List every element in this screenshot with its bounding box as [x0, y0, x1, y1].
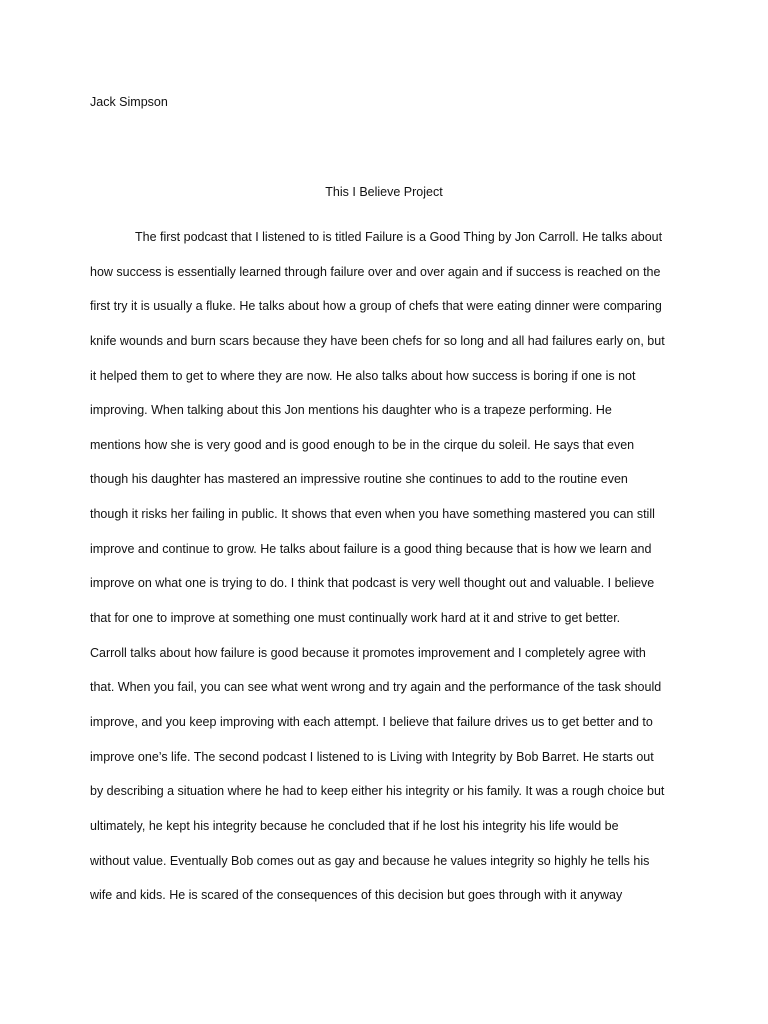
paragraph-line: improve on what one is trying to do. I think that podcast is very well thought out and valuable. I believe: [90, 576, 655, 591]
paragraph-line: by describing a situation where he had to keep either his integrity or his family. It was a rough choice but: [90, 784, 665, 799]
paragraph-line: first try it is usually a fluke. He talks about how a group of chefs that were eating dinner were comparing: [90, 299, 662, 314]
paragraph-line: though his daughter has mastered an impressive routine she continues to add to the routine even: [90, 472, 628, 487]
paragraph-line: wife and kids. He is scared of the consequences of this decision but goes through with it anyway: [90, 888, 623, 903]
document-title: This I Believe Project: [325, 185, 443, 199]
paragraph-line: that for one to improve at something one must continually work hard at it and strive to get better.: [90, 611, 621, 626]
paragraph-line: it helped them to get to where they are now. He also talks about how success is boring if one is not: [90, 368, 636, 383]
paragraph-line: The first podcast that I listened to is titled Failure is a Good Thing by Jon Carroll. He talks about: [135, 230, 663, 244]
paragraph-line: without value. Eventually Bob comes out as gay and because he values integrity so highly he tells his: [90, 853, 650, 868]
author-name: Jack Simpson: [90, 95, 168, 109]
paragraph-line: improve and continue to grow. He talks about failure is a good thing because that is how we learn and: [90, 541, 652, 556]
paragraph-line: how success is essentially learned through failure over and over again and if success is reached on the: [90, 264, 661, 279]
paragraph-line: mentions how she is very good and is good enough to be in the cirque du soleil. He says that even: [90, 437, 635, 452]
body-paragraph: [90, 229, 690, 922]
paragraph-line: improving. When talking about this Jon mentions his daughter who is a trapeze performing. He: [90, 403, 612, 418]
paragraph-line: ultimately, he kept his integrity because he concluded that if he lost his integrity his life would be: [90, 818, 619, 833]
paragraph-line: knife wounds and burn scars because they have been chefs for so long and all had failures early on, but: [90, 333, 665, 348]
paragraph-line: though it risks her failing in public. It shows that even when you have something mastered you can still: [90, 507, 655, 522]
paragraph-line: that. When you fail, you can see what went wrong and try again and the performance of the task should: [90, 680, 662, 695]
paragraph-line: improve one’s life. The second podcast I listened to is Living with Integrity by Bob Barret. He starts out: [90, 749, 654, 764]
paragraph-line: Carroll talks about how failure is good because it promotes improvement and I completely agree with: [90, 645, 646, 660]
paragraph-line: improve, and you keep improving with each attempt. I believe that failure drives us to get better and to: [90, 714, 653, 729]
